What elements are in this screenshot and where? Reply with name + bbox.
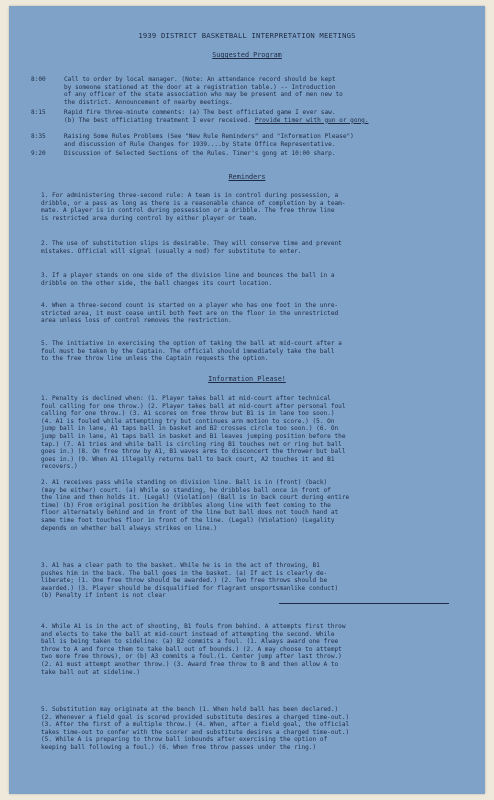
text-line: 2. A1 receives pass while standing on division line. Ball is in (front) (back) <box>41 479 328 486</box>
text-line: the line and then holds it. (Legal) (Violation) (Ball is in back court during entire <box>41 494 350 502</box>
text-line: 5. The initiative in exercising the option of taking the ball at mid-court after a <box>41 340 342 347</box>
text-line: dribble on the other side, the ball changes its court location. <box>41 279 273 287</box>
reminders-heading: Reminders <box>228 173 266 181</box>
reminder-paragraph <box>41 302 461 325</box>
text-line: take ball out at sideline.) <box>41 668 141 676</box>
text-line: stricted area, it must cease until both feet are on the floor in the unrestricted <box>41 309 339 317</box>
program-line: by someone stationed at the door at a registration table.) -- Introduction <box>64 83 336 91</box>
text-line: 2. The use of substitution slips is desirable. They will conserve time and prevent <box>41 240 342 247</box>
text-line: dribble, or a pass as long as there is a reasonable chance of completion by a team- <box>41 199 346 207</box>
text-line: (5. While A is preparing to throw ball inbounds after exercising the option of <box>41 736 328 744</box>
text-line: (4. A1 is fouled while attempting try but continues arm motion to score.) (5. On <box>41 417 335 425</box>
text-line: to the free throw line unless the Captain requests the option. <box>41 355 269 363</box>
program-line: Rapid fire three-minute comments: (a) The best officiated game I ever saw. <box>64 109 336 116</box>
reminder-paragraph <box>41 272 461 287</box>
program-time: 8:00 <box>31 76 46 83</box>
text-line: foul calling for one throw.) (2. Player takes ball at mid-court after personal foul <box>41 402 346 410</box>
text-line: mistakes. Official will signal (usually a nod) for substitute to enter. <box>41 247 302 255</box>
question-paragraph <box>41 623 461 676</box>
question-paragraph <box>41 479 461 532</box>
question-paragraph <box>41 562 461 600</box>
text-line: takes time-out to confer with the scorer and substitute desires a charged time-out.) <box>41 728 350 736</box>
reminder-paragraph <box>41 340 461 363</box>
text-line: and elects to take the ball at mid-court instead of attempting the second. While <box>41 630 335 638</box>
text-line: 4. When a three-second count is started on a player who has one foot in the unre- <box>41 302 339 309</box>
text-line: tap.) (7. A1 tries and while ball is circling ring B1 touches net or ring but ball <box>41 440 342 448</box>
text-line: jump ball in lane, A1 taps ball in basket and B2 crosses circle too soon.) (6. On <box>41 425 339 433</box>
text-line: (2. A1 must attempt another throw.) (3. Award free throw to B and then allow A to <box>41 660 339 668</box>
program-line <box>64 117 469 125</box>
question-paragraph <box>41 706 461 752</box>
program-time: 9:20 <box>31 150 46 157</box>
text-line: (2. Whenever a field goal is scored provided substitute desires a charged time-out.) <box>41 713 350 721</box>
program-line: Discussion of Selected Sections of the Rules. Timer's gong at 10:00 sharp. <box>64 150 336 157</box>
text-line: area unless loss of control removes the restriction. <box>41 317 232 325</box>
program-line: and discussion of Rule Changes for 1939....by State Office Representative. <box>64 140 336 148</box>
text-line: recovers.) <box>41 463 78 471</box>
text-line: is restricted area during control by either player or team. <box>41 214 258 222</box>
text-line: jump ball in lane, A1 taps ball in basket and B1 leaves jumping position before the <box>41 432 346 440</box>
text-line: (b) Penalty if intent is not clear <box>41 592 166 600</box>
text-line: 3. A1 has a clear path to the basket. While he is in the act of throwing, B1 <box>41 562 320 569</box>
program-line: Raising Some Rules Problems (See "New Rule Reminders" and "Information Please") <box>64 133 354 140</box>
text-line: 4. While A1 is in the act of shooting, B1 fouls from behind. A attempts first throw <box>41 623 346 630</box>
program-time: 8:35 <box>31 133 46 140</box>
text-line: two more free throws), or (b) A3 commits a foul.(1. Center jump after last throw.) <box>41 653 342 661</box>
text-line: 1. For administering three-second rule: A team is in control during possession, a <box>41 192 339 199</box>
text-line: awarded.) (3. Player should be disqualified for flagrant unsportsmanlike conduct) <box>41 584 339 592</box>
question-paragraph <box>41 395 461 471</box>
text-line: liberate; (1. One free throw should be awarded.) (2. Two free throws should be <box>41 577 328 585</box>
text-line: (3. After the first of a multiple throw.) (4. When, after a field goal, the official <box>41 721 350 729</box>
program-time: 8:15 <box>31 109 46 116</box>
text-line: 5. Substitution may originate at the bench (1. When held ball has been declared.) <box>41 706 339 713</box>
text-line: floor alternately behind and in front of the line but ball does not touch hand at <box>41 509 339 517</box>
text-line: (may be either) court. (a) While so standing, he dribbles ball once in front of <box>41 486 331 494</box>
text-line: pushes him in the back. The ball goes in the basket. (a) If act is clearly de- <box>41 569 328 577</box>
program-line: the district. Announcement of nearby meetings. <box>64 98 233 106</box>
program-heading: Suggested Program <box>212 51 282 59</box>
text-line: mate. A player is in control during possession or a dribble. The free throw line <box>41 207 335 215</box>
program-line: of any officer of the state association who may be present and of men new to <box>64 91 343 99</box>
underlined-note: Provide timer with gun or gong. <box>254 116 369 124</box>
text-line: 3. If a player stands on one side of the division line and bounces the ball in a <box>41 272 335 279</box>
program-line: Call to order by local manager. (Note: An attendance record should be kept <box>64 76 336 83</box>
text-line: depends on whether ball always strikes on line.) <box>41 524 218 532</box>
text-line: 1. Penalty is declined when: (1. Player takes ball at mid-court after technical <box>41 395 331 402</box>
reminder-paragraph <box>41 192 461 222</box>
text-line: keeping ball following a foul.) (6. When free throw passes under the ring.) <box>41 743 317 751</box>
answer-blank-line <box>279 603 449 604</box>
program-line-part: (b) The best officiating treatment I ever received. <box>64 116 252 124</box>
text-line: calling for one throw.) (3. A1 scores on free throw but B1 is in lane too soon.) <box>41 410 335 418</box>
text-line: ball is being taken to sideline: (a) B2 commits a foul. (1. Always award one free <box>41 638 339 646</box>
document-sheet <box>9 6 485 794</box>
text-line: throw to A and force them to take ball out of bounds.) (2. A may choose to attempt <box>41 645 342 653</box>
information-heading: Information Please! <box>208 375 286 383</box>
text-line: goes in.) (9. When A1 illegally returns ball to back court, A2 touches it and B1 <box>41 455 335 463</box>
text-line: foul must be taken by the Captain. The official should immediately take the ball <box>41 347 335 355</box>
text-line: goes in.) (8. On free throw by A1, B1 waves arms to disconcert the thrower but ball <box>41 448 346 456</box>
reminder-paragraph <box>41 240 461 255</box>
text-line: same time foot touches floor in front of the line. (Legal) (Violation) (Legality <box>41 516 335 524</box>
document-title: 1939 DISTRICT BASKETBALL INTERPRETATION MEETINGS <box>138 31 356 40</box>
text-line: time) (b) From original position he dribbles along line with feet coming to the <box>41 501 331 509</box>
